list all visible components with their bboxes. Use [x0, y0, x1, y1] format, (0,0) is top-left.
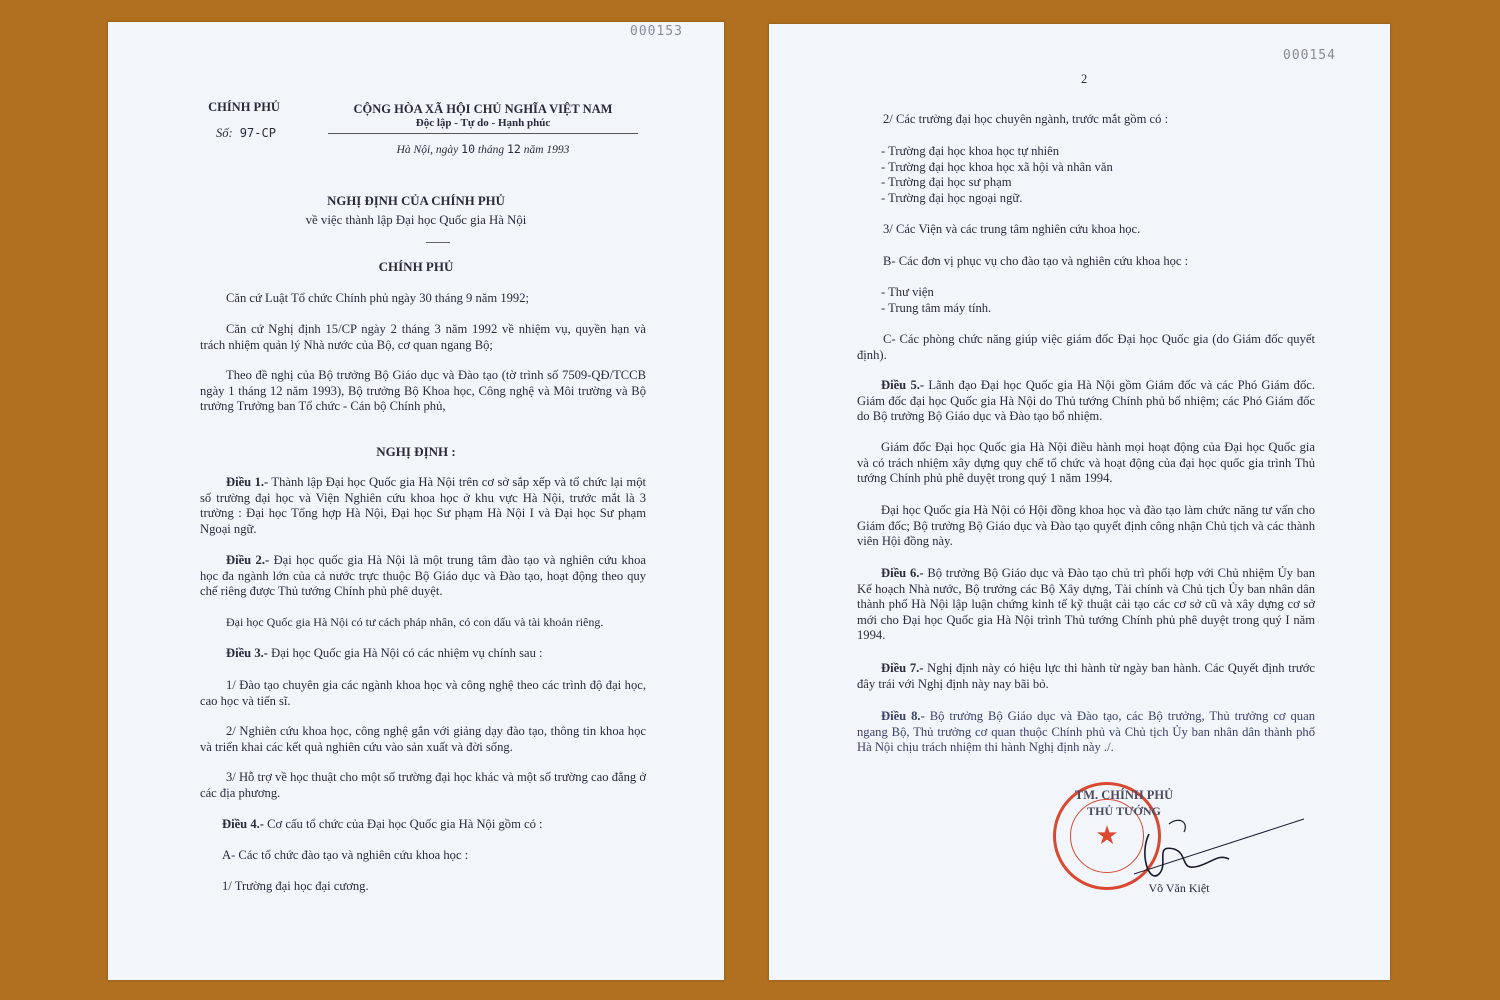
- document-page-1: [108, 22, 724, 980]
- seal-star-icon: ★: [1095, 821, 1119, 851]
- signature-title-1: TM. CHÍNH PHỦ: [1074, 788, 1174, 802]
- article-6-label: Điều 6.-: [881, 566, 924, 580]
- list-item: - Trường đại học sư phạm: [881, 175, 1012, 189]
- signer-name: Võ Văn Kiệt: [1148, 881, 1210, 895]
- issuer-heading: CHÍNH PHỦ: [378, 259, 454, 274]
- number-label: Số:: [216, 126, 233, 140]
- date-year: năm 1993: [523, 144, 570, 156]
- article-6-text: Bộ trưởng Bộ Giáo dục và Đào tạo chủ trì phối hợp với Chủ nhiệm Ủy ban Kế hoạch Nhà nước, Bộ trưởng các Bộ Xây dựng, Tài chính và Chủ tịch Ủy ban nhân dân thành phố Hà Nội lập luận chứng kinh tế kỹ thuật cải tạo các cơ sở cũ và xây dựng cơ sở mới cho Đại học Quốc gia Hà Nội trình Thủ tướng Chính phủ phê duyệt trong quý I năm 1994.: [857, 566, 1315, 642]
- article-2-label: Điều 2.-: [226, 553, 270, 567]
- section-c: C- Các phòng chức năng giúp việc giám đốc Đại học Quốc gia (do Giám đốc quyết định).: [857, 332, 1315, 362]
- header-divider: [328, 133, 638, 134]
- article-8: [857, 709, 1315, 756]
- republic-header: CỘNG HÒA XÃ HỘI CHỦ NGHĨA VIỆT NAM: [353, 102, 613, 116]
- list-item: - Trường đại học ngoại ngữ.: [881, 190, 1023, 205]
- section-a3: 3/ Các Viện và các trung tâm nghiên cứu khoa học.: [883, 222, 1141, 236]
- decree-subtitle: về việc thành lập Đại học Quốc gia Hà Nội: [305, 213, 527, 227]
- article-1-label: Điều 1.-: [226, 475, 269, 489]
- issue-date: [328, 142, 638, 156]
- article-3-item-1: 1/ Đào tạo chuyên gia các ngành khoa học và công nghệ theo các trình độ đại học, cao học và tiến sĩ.: [200, 678, 646, 708]
- article-4-item-a1: 1/ Trường đại học đại cương.: [222, 879, 369, 893]
- article-7: [857, 661, 1315, 692]
- page-stamp-number: 000154: [1283, 48, 1336, 63]
- list-item: - Trung tâm máy tính.: [881, 300, 992, 315]
- section-a2-heading: 2/ Các trường đại học chuyên ngành, trước mắt gồm có :: [883, 112, 1169, 126]
- article-4-text: Cơ cấu tổ chức của Đại học Quốc gia Hà Nội gồm có :: [263, 817, 543, 831]
- decree-title: NGHỊ ĐỊNH CỦA CHÍNH PHỦ: [327, 194, 505, 208]
- article-7-text: Nghị định này có hiệu lực thi hành từ ngày ban hành. Các Quyết định trước đây trái với Nghị định này nay bãi bỏ.: [857, 661, 1315, 691]
- signature-title-2: THỦ TƯỚNG: [1087, 804, 1161, 818]
- title-divider: [426, 242, 450, 243]
- article-4: [222, 817, 646, 833]
- list-item: - Trường đại học khoa học xã hội và nhân văn: [881, 159, 1113, 174]
- document-page-2: [769, 24, 1390, 980]
- number-value: 97-CP: [239, 126, 276, 140]
- article-3-text: Đại học Quốc gia Hà Nội có các nhiệm vụ chính sau :: [267, 646, 543, 660]
- article-3: [226, 646, 646, 662]
- date-prefix: Hà Nội, ngày: [396, 144, 459, 156]
- article-1-text: Thành lập Đại học Quốc gia Hà Nội trên cơ sở sắp xếp và tổ chức lại một số trường đại học và Viện Nghiên cứu khoa học ở khu vực Hà Nội, trước mắt là 3 trường : Đại học Tổng hợp Hà Nội, Đại học Sư phạm Hà Nội I và Đại học Sư phạm Ngoại ngữ.: [200, 475, 646, 536]
- legal-basis-3: Theo đề nghị của Bộ trưởng Bộ Giáo dục và Đào tạo (tờ trình số 7509-QĐ/TCCB ngày 1 tháng 12 năm 1993), Bộ trưởng Bộ Khoa học, Công nghệ và Môi trường và Bộ trưởng Trưởng ban Tổ chức - Cán bộ Chính phủ,: [200, 368, 646, 413]
- article-5-text: Lãnh đạo Đại học Quốc gia Hà Nội gồm Giám đốc và các Phó Giám đốc. Giám đốc đại học Quốc gia Hà Nội do Thủ tướng Chính phủ bổ nhiệm; các Phó Giám đốc do Bộ trưởng Bộ Giáo dục và Đào tạo bổ nhiệm.: [857, 378, 1315, 423]
- issuing-agency: CHÍNH PHỦ: [208, 100, 280, 114]
- article-7-label: Điều 7.-: [881, 661, 924, 675]
- article-3-label: Điều 3.-: [226, 646, 268, 660]
- article-5-paragraph-2: Giám đốc Đại học Quốc gia Hà Nội điều hành mọi hoạt động của Đại học Quốc gia và có trách nhiệm xây dựng quy chế tổ chức và hoạt động của đại học quốc gia trình Thủ tướng Chính phủ phê duyệt trong quý 1 năm 1994.: [857, 440, 1315, 485]
- article-3-item-2: 2/ Nghiên cứu khoa học, công nghệ gắn với giảng dạy đào tạo, thông tin khoa học và triển khai các kết quả nghiên cứu vào sản xuất và đời sống.: [200, 724, 646, 754]
- section-b-list: [881, 285, 1311, 316]
- document-number: [216, 126, 276, 141]
- article-5-paragraph-3: Đại học Quốc gia Hà Nội có Hội đồng khoa học và đào tạo làm chức năng tư vấn cho Giám đốc; Bộ trưởng Bộ Giáo dục và Đào tạo quyết định công nhận Chủ tịch và các thành viên Hội đồng này.: [857, 503, 1315, 548]
- section-a2-list: [881, 144, 1311, 206]
- section-b-heading: B- Các đơn vị phục vụ cho đào tạo và nghiên cứu khoa học :: [883, 254, 1189, 268]
- national-motto: Độc lập - Tự do - Hạnh phúc: [415, 117, 551, 129]
- date-month-label: tháng: [477, 144, 505, 156]
- article-3-item-3: 3/ Hỗ trợ về học thuật cho một số trường đại học khác và một số trường cao đẳng ở các địa phương.: [200, 770, 646, 800]
- article-1: [200, 475, 646, 537]
- article-8-text: Bộ trưởng Bộ Giáo dục và Đào tạo, các Bộ trưởng, Thủ trưởng cơ quan ngang Bộ, Thủ trưởng cơ quan thuộc Chính phủ và Chủ tịch Ủy ban nhân dân thành phố Hà Nội chịu trách nhiệm thi hành Nghị định này ./.: [857, 709, 1315, 754]
- date-day: 10: [461, 142, 475, 156]
- date-month: 12: [506, 142, 521, 156]
- article-6: [857, 566, 1315, 644]
- legal-basis-2: Căn cứ Nghị định 15/CP ngày 2 tháng 3 năm 1992 về nhiệm vụ, quyền hạn và trách nhiệm quản lý Nhà nước của Bộ, cơ quan ngang Bộ;: [200, 322, 646, 352]
- legal-basis-1: Căn cứ Luật Tổ chức Chính phủ ngày 30 tháng 9 năm 1992;: [226, 291, 530, 305]
- article-5: [857, 378, 1315, 425]
- article-2-paragraph-2: Đại học Quốc gia Hà Nội có tư cách pháp nhân, có con dấu và tài khoản riêng.: [226, 615, 604, 629]
- list-item: - Thư viện: [881, 285, 934, 299]
- list-item: - Trường đại học khoa học tự nhiên: [881, 144, 1060, 158]
- page-number: 2: [1081, 72, 1088, 86]
- article-5-label: Điều 5.-: [881, 378, 925, 392]
- article-8-label: Điều 8.-: [881, 709, 925, 723]
- page-stamp-number: 000153: [630, 24, 683, 39]
- article-2-text: Đại học quốc gia Hà Nội là một trung tâm đào tạo và nghiên cứu khoa học đa ngành lớn của cả nước trực thuộc Bộ Giáo dục và Đào tạo, hoạt động theo quy chế riêng được Thủ tướng Chính phủ phê duyệt.: [200, 553, 646, 598]
- article-4-section-a: A- Các tổ chức đào tạo và nghiên cứu khoa học :: [222, 848, 469, 862]
- article-2: [200, 553, 646, 600]
- article-4-label: Điều 4.-: [222, 817, 264, 831]
- decrees-heading: NGHỊ ĐỊNH :: [376, 444, 456, 459]
